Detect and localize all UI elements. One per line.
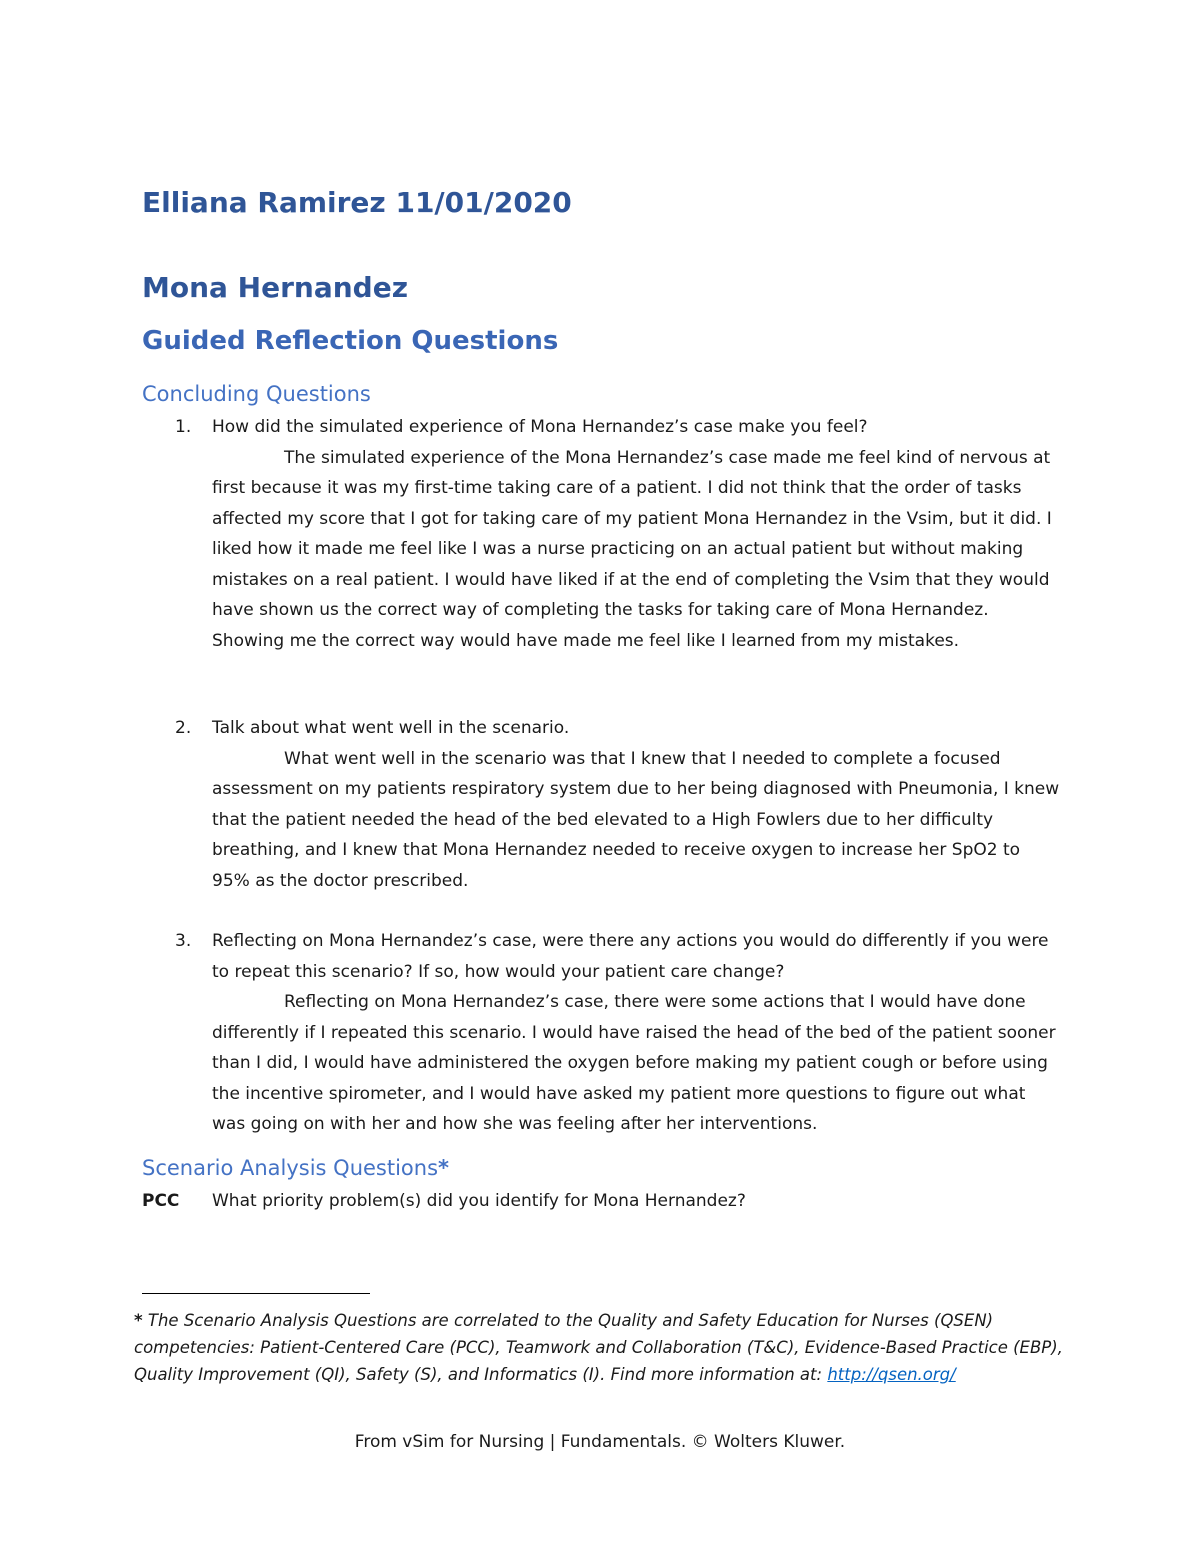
question-text: Talk about what went well in the scenario. bbox=[212, 718, 570, 738]
pcc-question-text: What priority problem(s) did you identify for Mona Hernandez? bbox=[212, 1191, 746, 1211]
concluding-question-1 bbox=[142, 412, 1062, 656]
scenario-heading-text: Scenario Analysis Questions bbox=[142, 1156, 439, 1180]
scenario-analysis-heading bbox=[142, 1156, 449, 1180]
question-number: 2. bbox=[175, 718, 192, 738]
footnote-mark: * bbox=[134, 1311, 143, 1330]
concluding-question-2 bbox=[142, 713, 1062, 896]
qsen-link[interactable]: http://qsen.org/ bbox=[827, 1365, 956, 1384]
answer-text: The simulated experience of the Mona Hernandez’s case made me feel kind of nervous at first because it was my first-time taking care of a patient. I did not think that the order of tasks affected my score that I got for taking care of my patient Mona Hernandez in the Vsim, but it did. I liked how it made me feel like I was a nurse practicing on an actual patient but without making mistakes on a real patient. I would have liked if at the end of completing the Vsim that they would have shown us the correct way of completing the tasks for taking care of Mona Hernandez. Showing me the correct way would have made me feel like I learned from my mistakes. bbox=[212, 447, 1052, 651]
question-number: 1. bbox=[175, 417, 192, 437]
footnote-divider bbox=[142, 1293, 370, 1294]
question-text: Reflecting on Mona Hernandez’s case, were there any actions you would do differently if you were to repeat this scenario? If so, how would your patient care change? bbox=[212, 931, 1049, 982]
document-title: Guided Reflection Questions bbox=[142, 326, 559, 356]
concluding-questions-heading: Concluding Questions bbox=[142, 382, 371, 406]
footnote-reference-mark[interactable]: * bbox=[438, 1156, 450, 1180]
concluding-question-3 bbox=[142, 926, 1062, 1140]
patient-name-heading: Mona Hernandez bbox=[142, 271, 408, 304]
pcc-label: PCC bbox=[142, 1191, 180, 1211]
question-text: How did the simulated experience of Mona Hernandez’s case make you feel? bbox=[212, 417, 868, 437]
student-name-date: Elliana Ramirez 11/01/2020 bbox=[142, 186, 572, 219]
answer-text: What went well in the scenario was that I knew that I needed to complete a focused assessment on my patients respiratory system due to her being diagnosed with Pneumonia, I knew that the patient needed the head of the bed elevated to a High Fowlers due to her difficulty breathing, and I knew that Mona Hernandez needed to receive oxygen to increase her SpO2 to 95% as the doctor prescribed. bbox=[212, 748, 1060, 891]
footnote-text: The Scenario Analysis Questions are correlated to the Quality and Safety Education for Nurses (QSEN) competencies: Patient-Centered Care (PCC), Teamwork and Collaboration (T&C), Evidence-Based Practice (EBP), Quality Improvement (QI), Safety (S), and Informatics (I). Find more information at: bbox=[134, 1311, 1063, 1384]
page-footer: From vSim for Nursing | Fundamentals. © Wolters Kluwer. bbox=[354, 1432, 846, 1452]
footnote bbox=[134, 1307, 1064, 1388]
question-number: 3. bbox=[175, 931, 192, 951]
pcc-question-row bbox=[142, 1186, 746, 1216]
answer-text: Reflecting on Mona Hernandez’s case, there were some actions that I would have done differently if I repeated this scenario. I would have raised the head of the bed of the patient sooner than I did, I would have administered the oxygen before making my patient cough or before using the incentive spirometer, and I would have asked my patient more questions to figure out what was going on with her and how she was feeling after her interventions. bbox=[212, 992, 1056, 1134]
